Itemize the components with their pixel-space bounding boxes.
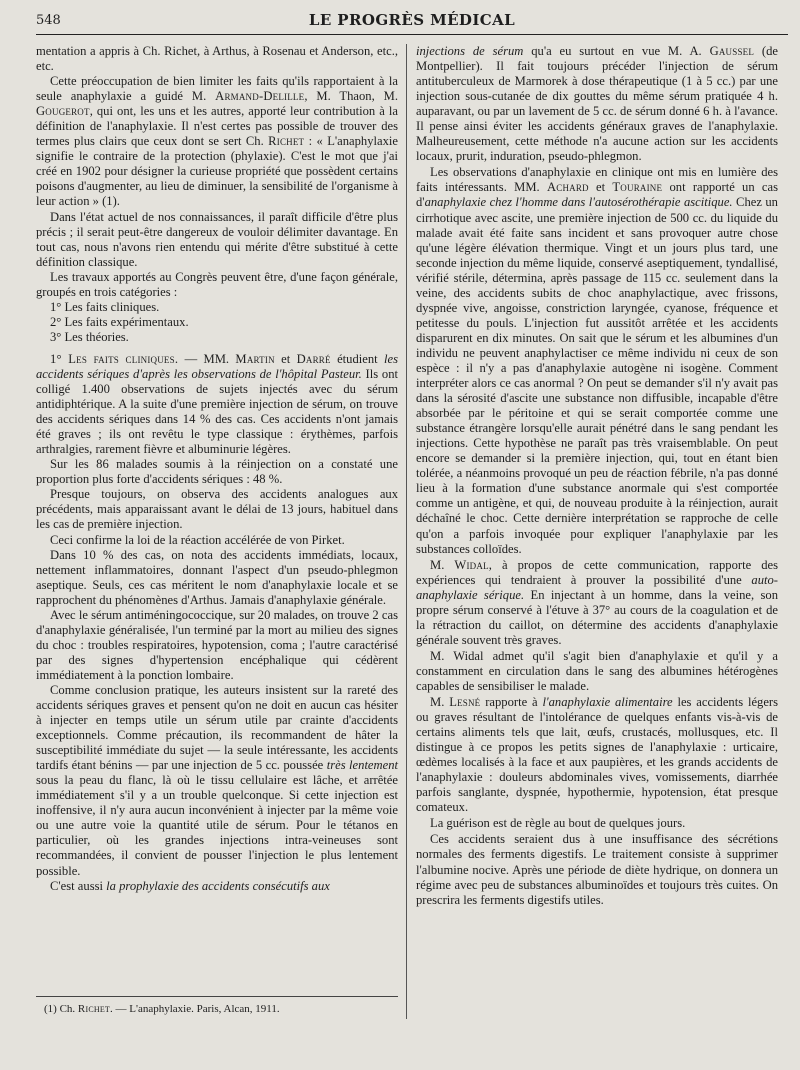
footnote-rule [36, 996, 398, 997]
author-name: Touraine [612, 180, 663, 195]
paragraph: Cette préoccupation de bien limiter les faits qu'ils rapportaient à la seule anaphylaxie a guidé M. Armand-Delille, M. Thaon, M. Gougerot, qui ont, les uns et les autres, apporté leur contribution à la définition de l'anaphylaxie. Il n'est certes pas possible de trouver des termes plus clairs que ceux dont se sert Ch. Richet : « L'anaphylaxie signifie le contraire de la protection (phylaxie). C'est le mot que j'ai créé en 1902 pour désigner la curieuse propriété que possèdent certains poisons d'augmenter, au lieu de diminuer, la sensibilité de l'organisme à leur action » (1). [36, 74, 398, 209]
italic-title: auto-anaphylaxie sérique. [416, 572, 778, 602]
paragraph: injections de sérum qu'a eu surtout en vue M. A. Gaussel (de Montpellier). Il fait toujours précéder l'injection de sérum antituberculeux de Marmorek à dose thérapeutique (1 à 5 cc.) par une injection sous-cutanée de dix gouttes du même sérum pratiquée 4 h. auparavant, ou par un lavement de 5 cc. de sérum donné 6 h. à l'avance. Il pense ainsi éviter les accidents généraux graves de l'anaphylaxie. Malheureusement, cette méthode n'a aucune action sur les accidents locaux, prurit, induration, pseudo-phlegmon. [416, 44, 779, 164]
journal-title: LE PROGRÈS MÉDICAL [308, 11, 516, 29]
category-item: 2° Les faits expérimentaux. [50, 314, 189, 329]
author-name: Widal [454, 557, 489, 572]
right-column [416, 44, 778, 1064]
paragraph: mentation a appris à Ch. Richet, à Arthus, à Rosenau et Anderson, etc., etc. [36, 44, 398, 74]
author-name: Armand-Delille [215, 89, 305, 104]
author-name: Richet [268, 134, 305, 149]
paragraph: M. Lesné rapporte à l'anaphylaxie alimentaire les accidents légers ou graves résultant de l'intolérance de quelques enfants vis-à-vis de certains aliments tels que lait, œufs, crustacés, mollusques, etc. Il distingue à ce propos les petits signes de l'anaphylaxie : urticaire, œdèmes localisés à la face et aux paupières, et les grands accidents de l'anaphylaxie : douleurs abdominales vives, vomissements, diarrhée parfois sanglante, dyspnée, hypothermie, hypotension, état presque comateux. [416, 695, 779, 815]
italic-title: anaphylaxie chez l'homme dans l'autosérothérapie ascitique. [424, 195, 733, 210]
paragraph: C'est aussi la prophylaxie des accidents consécutifs aux [50, 878, 330, 893]
category-item: 1° Les faits cliniques. [50, 299, 160, 314]
paragraph: Ceci confirme la loi de la réaction accélérée de von Pirket. [50, 532, 345, 547]
left-column [36, 44, 398, 1044]
author-name: Lesné [449, 695, 481, 710]
author-name: Gaussel [709, 44, 755, 58]
italic-title: la prophylaxie des accidents consécutifs aux [106, 878, 330, 893]
author-name: Darré [296, 351, 331, 366]
paragraph: Les travaux apportés au Congrès peuvent être, d'une façon générale, groupés en trois catégories : [36, 269, 398, 299]
column-rule [406, 44, 407, 1019]
paragraph: M. Widal, à propos de cette communication, rapporte des expériences qui tendraient à prouver la possibilité d'une auto-anaphylaxie sérique. En injectant à un homme, dans la veine, son propre sérum conservé à l'étuve à 37° au cours de la coagulation et de la rétraction du caillot, on détermine des accidents d'anaphylaxie générale souvent très graves. [416, 557, 778, 647]
author-name: Gougerot [36, 104, 90, 119]
footnote: (1) Ch. Richet. — L'anaphylaxie. Paris, Alcan, 1911. [44, 1003, 280, 1015]
italic-title: l'anaphylaxie alimentaire [542, 695, 673, 710]
author-name: Martin [235, 351, 275, 366]
paragraph: M. Widal admet qu'il s'agit bien d'anaphylaxie et qu'il y a constamment en circulation dans le sang des albumines hétérogènes capables de sensibiliser le malade. [416, 648, 778, 693]
paragraph: La guérison est de règle au bout de quelques jours. [430, 816, 686, 831]
italic-title: les accidents sériques d'après les observations de l'hôpital Pasteur. [36, 351, 398, 381]
paragraph: Dans 10 % des cas, on nota des accidents immédiats, locaux, nettement inflammatoires, donnant l'aspect d'un pseudo-phlegmon aseptique. Seuls, ces cas méritent le nom d'anaphylaxie locale et se rapprochent du phénomènes d'Arthus. Jamais d'anaphylaxie générale. [36, 547, 398, 607]
page-header [36, 8, 788, 35]
category-item: 3° Les théories. [50, 329, 129, 344]
section-heading: 1° Les faits cliniques. [50, 351, 179, 366]
section-paragraph: 1° Les faits cliniques. — MM. Martin et Darré étudient les accidents sériques d'après les observations de l'hôpital Pasteur. Ils ont colligé 1.400 observations de sujets injectés avec du sérum antidiphtérique. A la suite d'une première injection de sérum, on trouve des accidents sériques dans 14 % des cas. Ces accidents n'ont jamais été graves ; ils ont revêtu le type classique : érythèmes, parfois arthralgies, rarement fièvre et albuminurie légères. [36, 351, 398, 457]
italic-title: injections de sérum [416, 44, 524, 58]
page-number: 548 [36, 13, 61, 28]
paragraph: Ces accidents seraient dus à une insuffisance des sécrétions normales des ferments digestifs. Le traitement consiste à supprimer l'albumine nocive. Après une période de diète hydrique, on donnera un régime avec peu de substances albuminoïdes et toujours très cuites. On prescrira les ferments digestifs utiles. [416, 832, 778, 907]
paragraph: Avec le sérum antiméningococcique, sur 20 malades, on trouve 2 cas d'anaphylaxie généralisée, l'un terminé par la mort au milieu des signes du choc : troubles respiratoires, hypotension, coma ; l'autre caractérisé par des signes d'hypertension encéphalique qui cédèrent immédiatement à la ponction lombaire. [36, 607, 398, 682]
paragraph: Les observations d'anaphylaxie en clinique ont mis en lumière des faits intéressants. MM. Achard et Touraine ont rapporté un cas d'anaphylaxie chez l'homme dans l'autosérothérapie ascitique. Chez un cirrhotique avec ascite, une première injection de 500 cc. du liquide du malade avait été faite sans incident et sans provoquer autre chose qu'une légère élévation thermique. Vingt et un jours plus tard, une seconde injection du même liquide, conservé aseptiquement, tyndallisé, vérifié stérile, détermina, après passage de 115 cc. seulement dans la veine, des accidents subits de choc anaphylactique, avec frissons, dyspnée vive, angoisse, constriction laryngée, cyanose, fréquence et petitesse du pouls. L'injection fut aussitôt arrêtée et les accidents disparurent en dix minutes. On sait que le sérum et les albumines d'un individu ne peuvent anaphylactiser ce même individu ni ceux de son espèce : il n'y a pas d'anaphylaxie autogène ni isogène. Comment interpréter alors ce cas anormal ? On peut se demander s'il n'y avait pas dans la sérosité d'ascite une substance non diffusible, incapable d'être absorbée par le péritoine et qui se serait comportée comme une substance étrangère lorsqu'elle aurait pénétré dans le sang pendant les injections. Cette hypothèse ne paraît pas très vraisemblable. On peut encore se demander si la première injection, qui, tout en étant bien tolérée, a néanmoins provoqué un peu de réaction fébrile, n'a pas donné lieu à la formation d'une substance anormale qui s'est comportée comme un antigène, et qui, de nouveau produite à la réinjection, aurait déchaîné le choc. Cette dernière interprétation se rapproche de celle qu'on a parfois invoquée pour expliquer l'anaphylaxie par les substances colloïdes. [416, 165, 779, 556]
italic-phrase: très lentement [326, 758, 399, 773]
paragraph: Presque toujours, on observa des accidents analogues aux précédents, mais apparaissant avant le délai de 13 jours, habituel dans les cas de première injection. [36, 487, 398, 532]
author-name: Achard [546, 180, 589, 195]
paragraph: Sur les 86 malades soumis à la réinjection on a constaté une proportion plus forte d'accidents sériques : 48 %. [36, 457, 398, 487]
paragraph: Comme conclusion pratique, les auteurs insistent sur la rareté des accidents sériques graves et pensent qu'on ne doit en aucun cas hésiter à injecter en temps utile un sérum utile par crainte d'accidents exceptionnels. Comme précaution, ils recommandent de hâter la susceptibilité immédiate du sujet — la seule intéressante, les accidents tardifs étant bénins — par une injection de 5 cc. poussée très lentement sous la peau du flanc, là où le tissu cellulaire est lâche, et arrêtée immédiatement s'il y a un trouble quelconque. Si cette injection est inoffensive, il n'y aura aucun inconvénient à injecter par la même voie ou une autre voie la quantité utile de sérum. Pour le tétanos en particulier, où les grandes injections intra-veineuses sont recommandées, il convient de pousser l'injection le plus lentement possible. [36, 682, 399, 878]
paragraph: Dans l'état actuel de nos connaissances, il paraît difficile d'être plus précis ; il serait peut-être dangereux de vouloir délimiter davantage. En tout cas, nous n'avons rien entendu qui mérite d'être substitué à cette définition classique. [36, 209, 398, 269]
author-name: Richet [77, 1003, 111, 1015]
